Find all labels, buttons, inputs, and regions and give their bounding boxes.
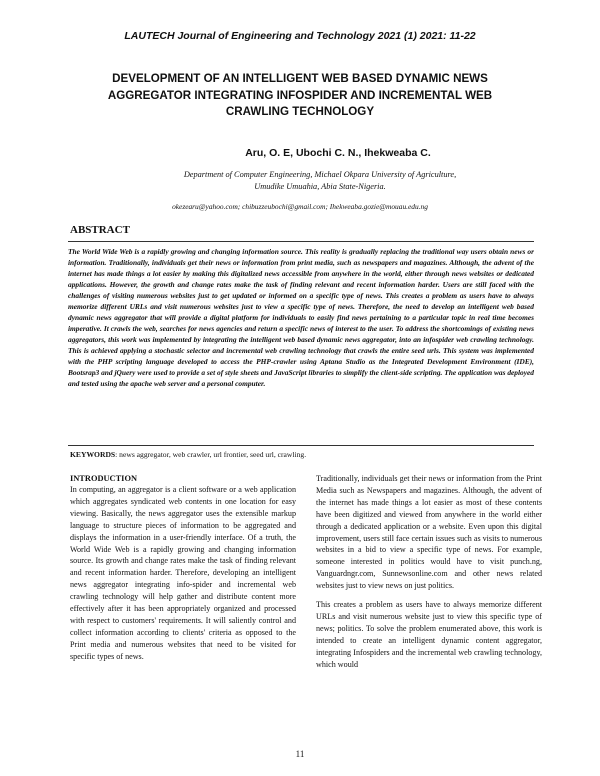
introduction-heading: INTRODUCTION bbox=[70, 474, 138, 483]
keywords-line bbox=[70, 450, 530, 459]
intro-paragraph: In computing, an aggregator is a client software or a web application which aggregates syndicated web contents in one location for easy viewing. Basically, the news aggregator uses the extensible markup language to structure pieces of information to be aggregated and displays the information in a user-friendly interface. Of a truth, the World Wide Web is a rapidly growing and changing information source. Its growth and change rates make the task of finding relevant and recent information harder. Therefore, developing an intelligent news aggregator integrating info-spider and incremental web crawling technology will help gather and distribute content more effectively after it has been appropriately organized and processed with respect to customers' requirements. It will saliently control and collect information according to clients' criteria as opposed to the Print media and numerous websites that need to be visited for specific types of news. bbox=[70, 485, 296, 661]
paper-title: DEVELOPMENT OF AN INTELLIGENT WEB BASED DYNAMIC NEWS AGGREGATOR INTEGRATING INFOSPIDER AND INCREMENTAL WEB CRAWLING TECHNOLOGY bbox=[107, 72, 493, 118]
journal-header: LAUTECH Journal of Engineering and Technology 2021 (1) 2021: 11-22 bbox=[124, 30, 476, 42]
keywords-text: : news aggregator, web crawler, url frontier, seed url, crawling. bbox=[115, 450, 307, 459]
body-paragraph-2: This creates a problem as users have to always memorize different URLs and visit numerous website just to view this specific type of news; politics. To solve the problem enumerated above, this work is intended to create an intelligent dynamic content aggregator, integrating Infospiders and the incremental web crawling technology, which would bbox=[316, 600, 542, 669]
author-emails: okezearu@yahoo.com; chibuzzeubochi@gmail.com; Ihekweaba.gozie@mouau.edu.ng bbox=[172, 202, 428, 211]
left-column bbox=[70, 473, 296, 663]
right-column bbox=[316, 473, 542, 671]
abstract-body: The World Wide Web is a rapidly growing and changing information source. This reality is gradually replacing the traditional way users obtain news or information. Traditionally, individuals get their news or information from print media, such as newspapers and magazines. Although, the advent of the internet has made things a lot easier by making this digitalized news accessible from anywhere in the world, either through news websites or dedicated applications. However, the growth and change rates make the task of finding relevant and recent information harder. Users are still faced with the challenges of visiting numerous websites just to get updated or informed on a specific type of news. This creates a problem as users have to always memorize different URLs and visit numerous websites just to view a specific type of news. Therefore, the need to develop an intelligent web based dynamic news aggregator that will provide a digital platform for individuals to easily find news pertaining to a particular topic in real time becomes imperative. It crawls the web, searches for news agencies and return a specific news of interest to the user. To address the shortcomings of existing news aggregators, this work was implemented by integrating the intelligent web based dynamic news aggregator, into an infospider web crawling technology. This is achieved applying a stochastic selector and incremental web crawling technology that crawls the entire seed urls. This system was implemented with the PHP scripting language developed to access the PHP-crawler using Aptana Studio as the Integrated Development Environment (IDE), Bootsrap3 and jQuery were used to provide a set of style sheets and JavaScript libraries to simplify the client-side scripting. The application was deployed and tested using the apache web server and a personal computer. bbox=[68, 241, 534, 446]
body-paragraph-1: Traditionally, individuals get their news or information from the Print Media such as Newspapers and magazines. Although, the advent of the internet has made things a lot easier as most of these contents have been digitized and viewed from anywhere in the world either through a dedicated application or a website. Even upon this digital improvement, users still face certain issues such as visits to numerous websites in a bid to view a specific type of news. For example, someone interested in politics would have to visit punch.ng, Vanguardngr.com, Sunnewsonline.com and other news related websites just to view news on just politics. bbox=[316, 474, 542, 591]
keywords-label: KEYWORDS bbox=[70, 450, 116, 459]
affiliation: Department of Computer Engineering, Michael Okpara University of Agriculture, Umudike Umuahia, Abia State-Nigeria. bbox=[183, 170, 457, 191]
abstract-heading: ABSTRACT bbox=[70, 224, 130, 236]
page-number: 11 bbox=[295, 749, 305, 759]
author-list: Aru, O. E, Ubochi C. N., Ihekweaba C. bbox=[245, 147, 431, 159]
